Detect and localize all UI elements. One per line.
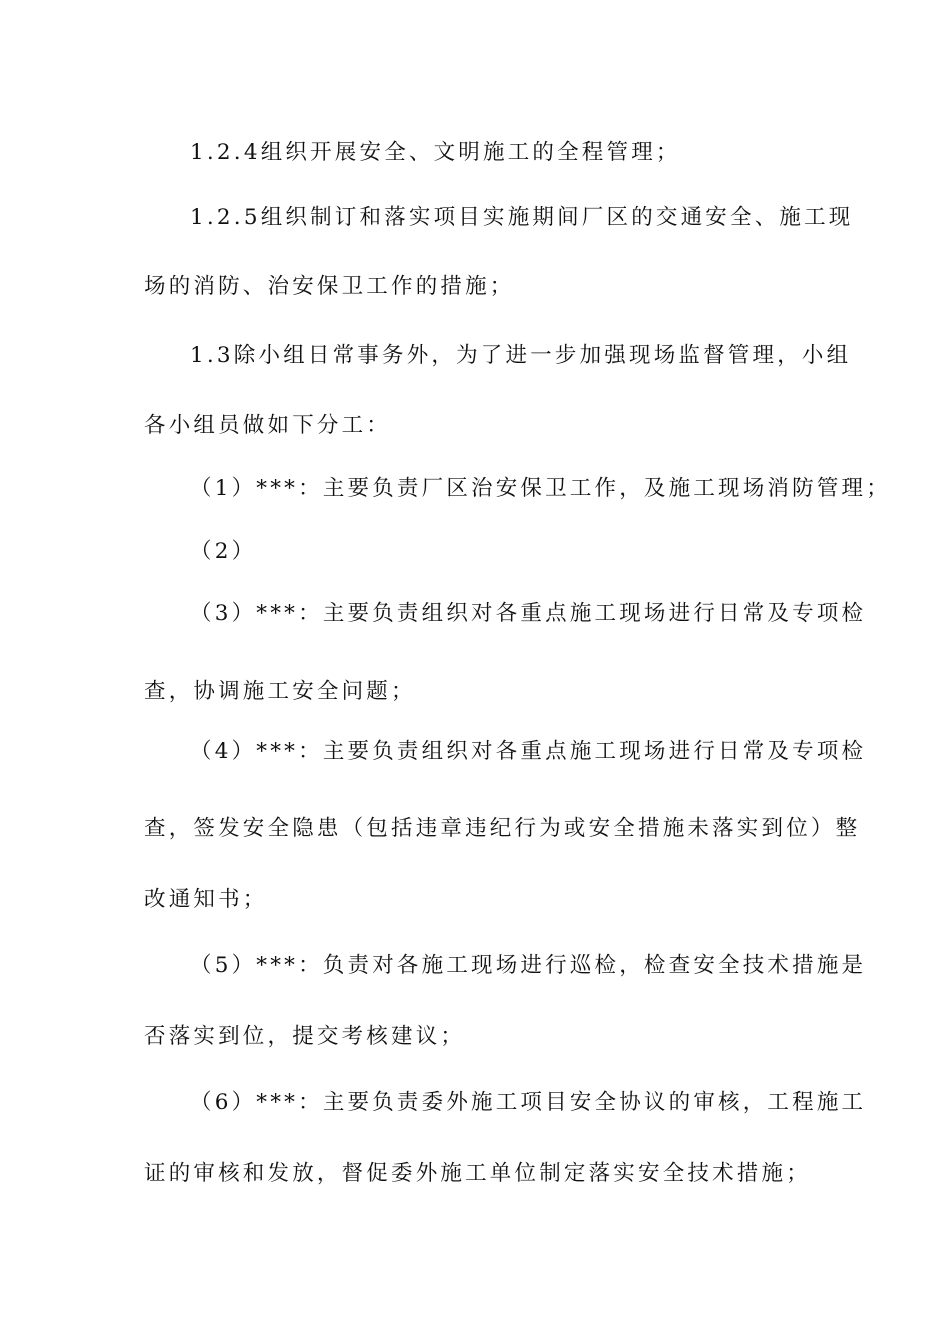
duty-item-5: （5）***：负责对各施工现场进行巡检，检查安全技术措施是 <box>190 953 867 978</box>
clause-1-3-continued: 各小组员做如下分工： <box>144 413 392 438</box>
clause-1-2-5-continued: 场的消防、治安保卫工作的措施； <box>144 274 515 299</box>
duty-item-1: （1）***：主要负责厂区治安保卫工作，及施工现场消防管理； <box>190 476 891 501</box>
duty-item-4-continued: 查，签发安全隐患（包括违章违纪行为或安全措施未落实到位）整 <box>144 816 861 841</box>
clause-1-2-5: 1.2.5组织制订和落实项目实施期间厂区的交通安全、施工现 <box>190 205 854 230</box>
duty-item-3: （3）***：主要负责组织对各重点施工现场进行日常及专项检 <box>190 601 867 626</box>
duty-item-3-continued: 查，协调施工安全问题； <box>144 679 416 704</box>
clause-1-2-4: 1.2.4组织开展安全、文明施工的全程管理； <box>190 140 681 165</box>
duty-item-6: （6）***：主要负责委外施工项目安全协议的审核，工程施工 <box>190 1090 867 1115</box>
duty-item-5-continued: 否落实到位，提交考核建议； <box>144 1024 466 1049</box>
duty-item-2: （2） <box>190 539 257 564</box>
clause-1-3: 1.3除小组日常事务外，为了进一步加强现场监督管理，小组 <box>190 343 852 368</box>
duty-item-4-continued-2: 改通知书； <box>144 887 268 912</box>
duty-item-6-continued: 证的审核和发放，督促委外施工单位制定落实安全技术措施； <box>144 1161 811 1186</box>
duty-item-4: （4）***：主要负责组织对各重点施工现场进行日常及专项检 <box>190 739 867 764</box>
